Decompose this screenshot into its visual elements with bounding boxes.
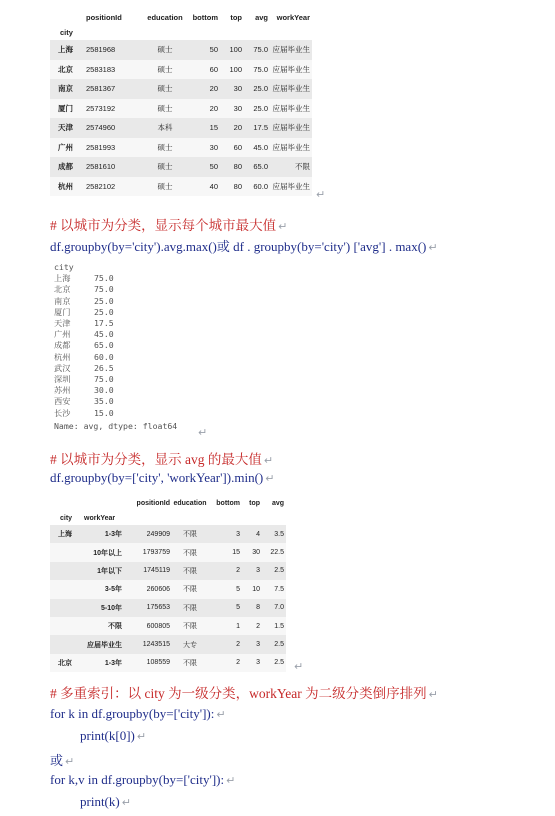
table-cell: 不限 <box>108 623 122 631</box>
table-cell: 不限 <box>183 549 197 557</box>
table-cell: 30 <box>233 84 242 94</box>
table-cell: 40 <box>209 181 218 191</box>
column-header: top <box>230 12 242 22</box>
table-cell: 7.5 <box>274 585 284 593</box>
table-cell: 5 <box>236 604 240 612</box>
table-cell: 7.0 <box>274 604 284 612</box>
table-cell: 30 <box>252 549 260 557</box>
table-cell: 100 <box>229 64 242 74</box>
pandas-table-multiindex <box>50 495 286 672</box>
column-header: avg <box>255 12 268 22</box>
table-cell: 广州 <box>58 142 73 152</box>
table-cell: 不限 <box>183 623 197 631</box>
table-cell: 30 <box>233 103 242 113</box>
index-names-row <box>50 511 286 525</box>
index-name: city <box>60 514 73 522</box>
table-cell: 2581610 <box>86 162 116 172</box>
series-value: 15.0 <box>94 407 114 418</box>
table-cell: 2.5 <box>274 567 284 575</box>
table-cell: 20 <box>209 84 218 94</box>
series-row <box>54 284 177 295</box>
table-cell: 4 <box>256 530 260 538</box>
table-cell: 75.0 <box>253 64 268 74</box>
series-body <box>54 273 177 419</box>
index-name: city <box>50 26 312 40</box>
table-cell: 20 <box>233 123 242 133</box>
table-cell: 北京 <box>58 659 72 667</box>
table-cell: 应届毕业生 <box>272 142 310 152</box>
table-cell: 3 <box>256 659 260 667</box>
table-cell: 50 <box>209 162 218 172</box>
table-cell: 80 <box>233 162 242 172</box>
table-body <box>50 525 286 672</box>
table-cell: 2574960 <box>86 123 116 133</box>
table-cell: 不限 <box>183 586 197 594</box>
table-cell: 硕士 <box>157 45 173 55</box>
table-cell: 上海 <box>58 531 72 539</box>
series-key: 西安 <box>54 396 71 407</box>
table-row <box>50 99 312 119</box>
table-cell: 硕士 <box>157 142 173 152</box>
table-row <box>50 525 286 543</box>
series-row <box>54 307 177 318</box>
table-row <box>50 580 286 598</box>
comment-line: # 以城市为分类，显示 avg 的最大值 ↵ <box>50 452 274 467</box>
table-cell: 10 <box>252 585 260 593</box>
table-cell: 2581367 <box>86 84 116 94</box>
table-cell: 600805 <box>146 622 170 630</box>
table-cell: 应届毕业生 <box>272 45 310 55</box>
table-cell: 5 <box>236 585 240 593</box>
table-header-row <box>50 495 286 511</box>
table-cell: 5-10年 <box>100 604 122 612</box>
series-row <box>54 396 177 407</box>
table-row <box>50 177 312 197</box>
table-cell: 硕士 <box>157 84 173 94</box>
code-line: for k in df.groupby(by=['city']): ↵ <box>50 706 226 721</box>
table-cell: 2581968 <box>86 45 116 55</box>
table-row <box>50 599 286 617</box>
table-cell: 1.5 <box>274 622 284 630</box>
table-cell: 15 <box>232 549 240 557</box>
table-cell: 2573192 <box>86 103 116 113</box>
table-cell: 3.5 <box>274 530 284 538</box>
column-header: education <box>147 12 183 22</box>
paragraph-mark: ↵ <box>294 660 304 673</box>
table-cell: 2 <box>236 567 240 575</box>
column-header: workYear <box>276 12 310 22</box>
table-cell: 1745119 <box>143 567 170 575</box>
table-cell: 249909 <box>146 530 170 538</box>
code-line: print(k[0]) ↵ <box>80 728 147 743</box>
series-key: 武汉 <box>54 362 71 373</box>
table-cell: 不限 <box>295 162 310 172</box>
column-header: education <box>173 499 207 507</box>
table-cell: 硕士 <box>157 64 173 74</box>
table-cell: 天津 <box>58 123 73 133</box>
series-row <box>54 408 177 419</box>
table-cell: 60.0 <box>253 181 268 191</box>
table-cell: 本科 <box>157 123 173 133</box>
series-value: 65.0 <box>94 340 114 351</box>
table-cell: 2.5 <box>274 641 284 649</box>
series-value: 60.0 <box>94 351 114 362</box>
table-cell: 15 <box>209 123 218 133</box>
code-line: df.groupby(by='city').avg.max()或 df . groupby(by='city') ['avg'] . max() ↵ <box>50 239 438 254</box>
series-value: 17.5 <box>94 318 114 329</box>
series-value: 26.5 <box>94 362 114 373</box>
table-cell: 杭州 <box>58 181 73 191</box>
table-cell: 应届毕业生 <box>87 641 122 649</box>
table-row <box>50 562 286 580</box>
table-cell: 硕士 <box>157 181 173 191</box>
text-line: 或 ↵ <box>50 753 75 768</box>
series-row <box>54 374 177 385</box>
table-cell: 2 <box>236 641 240 649</box>
table-cell: 应届毕业生 <box>272 103 310 113</box>
pandas-table-city-index <box>50 8 312 196</box>
series-key: 苏州 <box>54 385 71 396</box>
table-cell: 3 <box>256 567 260 575</box>
series-row <box>54 352 177 363</box>
index-name: workYear <box>84 514 116 522</box>
series-key: 成都 <box>54 340 71 351</box>
table-cell: 应届毕业生 <box>272 123 310 133</box>
column-header: positionId <box>86 12 122 22</box>
table-cell: 不限 <box>183 604 197 612</box>
series-value: 75.0 <box>94 273 114 284</box>
table-cell: 60 <box>209 64 218 74</box>
column-header: bottom <box>192 12 218 22</box>
table-cell: 80 <box>233 181 242 191</box>
table-cell: 应届毕业生 <box>272 64 310 74</box>
series-value: 45.0 <box>94 329 114 340</box>
series-header: city <box>54 262 74 272</box>
paragraph-mark: ↵ <box>316 188 326 201</box>
table-cell: 应届毕业生 <box>272 181 310 191</box>
table-cell: 3 <box>256 641 260 649</box>
table-cell: 25.0 <box>253 103 268 113</box>
table-cell: 2583183 <box>86 64 116 74</box>
table-cell: 17.5 <box>253 123 268 133</box>
table-cell: 45.0 <box>253 142 268 152</box>
table-cell: 1-3年 <box>104 531 122 539</box>
series-value: 75.0 <box>94 374 114 385</box>
table-cell: 2581993 <box>86 142 116 152</box>
table-cell: 108559 <box>146 659 170 667</box>
series-value: 25.0 <box>94 306 114 317</box>
table-row <box>50 635 286 653</box>
table-cell: 1-3年 <box>104 659 122 667</box>
series-key: 深圳 <box>54 374 71 385</box>
table-row <box>50 543 286 561</box>
table-cell: 65.0 <box>253 162 268 172</box>
table-cell: 175653 <box>146 604 170 612</box>
table-row <box>50 79 312 99</box>
series-value: 30.0 <box>94 385 114 396</box>
code-line: for k,v in df.groupby(by=['city']): ↵ <box>50 772 236 787</box>
code-line: print(k) ↵ <box>80 794 131 809</box>
table-cell: 2 <box>236 659 240 667</box>
code-line: df.groupby(by=['city', 'workYear']).min() ↵ <box>50 470 275 485</box>
table-row <box>50 60 312 80</box>
table-cell: 50 <box>209 45 218 55</box>
table-body <box>50 40 312 196</box>
table-cell: 不限 <box>183 659 197 667</box>
series-key: 南京 <box>54 295 71 306</box>
column-header: bottom <box>216 499 240 507</box>
series-row <box>54 385 177 396</box>
table-cell: 成都 <box>58 162 73 172</box>
series-value: 25.0 <box>94 295 114 306</box>
table-cell: 20 <box>209 103 218 113</box>
series-value: 75.0 <box>94 284 114 295</box>
series-row <box>54 363 177 374</box>
table-cell: 大专 <box>183 641 197 649</box>
series-row <box>54 296 177 307</box>
table-cell: 不限 <box>183 531 197 539</box>
series-key: 上海 <box>54 273 71 284</box>
table-cell: 22.5 <box>270 549 284 557</box>
table-cell: 上海 <box>58 45 73 55</box>
series-output <box>54 262 177 432</box>
table-row <box>50 617 286 635</box>
series-key: 杭州 <box>54 351 71 362</box>
table-cell: 1793759 <box>142 549 170 557</box>
table-cell: 75.0 <box>253 45 268 55</box>
table-cell: 北京 <box>58 64 73 74</box>
series-row <box>54 318 177 329</box>
table-row <box>50 157 312 177</box>
table-cell: 3 <box>236 530 240 538</box>
table-cell: 25.0 <box>253 84 268 94</box>
table-cell: 硕士 <box>157 103 173 113</box>
table-cell: 2582102 <box>86 181 116 191</box>
table-cell: 2 <box>256 622 260 630</box>
series-value: 35.0 <box>94 396 114 407</box>
paragraph-mark: ↵ <box>198 426 208 439</box>
table-cell: 60 <box>233 142 242 152</box>
table-cell: 30 <box>209 142 218 152</box>
table-cell: 应届毕业生 <box>272 84 310 94</box>
table-cell: 1243515 <box>142 641 170 649</box>
table-cell: 2.5 <box>274 659 284 667</box>
table-row <box>50 118 312 138</box>
series-row <box>54 329 177 340</box>
table-row <box>50 654 286 672</box>
table-cell: 1 <box>236 622 240 630</box>
table-cell: 厦门 <box>58 103 73 113</box>
table-cell: 3-5年 <box>104 586 122 594</box>
table-cell: 100 <box>229 45 242 55</box>
series-key: 长沙 <box>54 407 71 418</box>
series-footer: Name: avg, dtype: float64 <box>54 420 178 431</box>
table-cell: 硕士 <box>157 162 173 172</box>
column-header: positionId <box>136 499 170 507</box>
table-cell: 不限 <box>183 567 197 575</box>
table-row <box>50 138 312 158</box>
table-row <box>50 40 312 60</box>
series-key: 天津 <box>54 318 71 329</box>
series-key: 厦门 <box>54 306 71 317</box>
series-row <box>54 273 177 284</box>
table-cell: 1年以下 <box>97 567 122 575</box>
series-key: 广州 <box>54 329 71 340</box>
series-row <box>54 340 177 351</box>
table-cell: 10年以上 <box>93 549 122 557</box>
table-header-row <box>50 8 312 26</box>
table-cell: 260606 <box>146 585 170 593</box>
comment-line: # 多重索引：以 city 为一级分类，workYear 为二级分类倒序排列 ↵ <box>50 686 438 701</box>
table-cell: 南京 <box>58 84 73 94</box>
table-cell: 8 <box>256 604 260 612</box>
column-header: avg <box>271 499 284 507</box>
column-header: top <box>249 499 260 507</box>
comment-line: # 以城市为分类，显示每个城市最大值 ↵ <box>50 218 288 233</box>
series-key: 北京 <box>54 284 71 295</box>
